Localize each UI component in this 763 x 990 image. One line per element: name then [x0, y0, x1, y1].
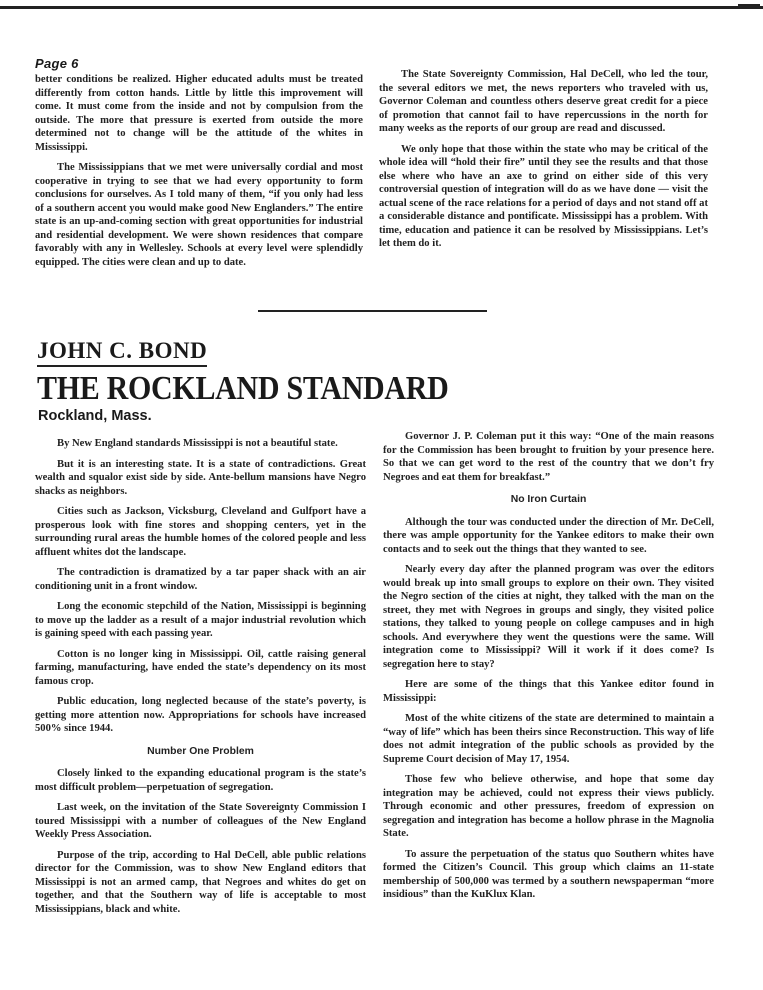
paragraph: But it is an interesting state. It is a state of contradictions. Great wealth and squalor exist side by side. Ante-bellum mansions have Negro shacks as neighbors. [35, 458, 366, 497]
paragraph: The Mississippians that we met were universally cordial and most cooperative in trying to see that we had every opportunity to form conclusions for ourselves. As I told many of them, “if you only had less of a southern accent you would make good New Englanders.” The entire state is an up-and-coming section with great opportunities for industrial and residential development. We were shown residences that compare favorably with any in Wellesley. Schools at every level were splendidly equipped. The cities were clean and up to date. [35, 162, 363, 268]
paragraph: To assure the perpetuation of the status quo Southern whites have formed the Citizen’s Council. This group which claims an 11-state membership of 500,000 was termed by a southern newspaperman “more insidious” than the KuKlux Klan. [383, 848, 714, 900]
paragraph: Cities such as Jackson, Vicksburg, Cleveland and Gulfport have a prosperous look with fine stores and shopping centers, yet in the surrounding rural areas the humble homes of the colored people and less affluent whites dot the landscape. [35, 506, 366, 558]
newspaper-title: THE ROCKLAND STANDARD [37, 370, 449, 407]
paragraph: Public education, long neglected because of the state’s poverty, is getting more attention now. Appropriations for schools have increased 500% since 1944. [35, 696, 366, 734]
paragraph: Long the economic stepchild of the Nation, Mississippi is beginning to move up the ladder as a result of a major industrial revolution which is gaining speed with each passing year. [35, 601, 366, 639]
paragraph: Although the tour was conducted under the direction of Mr. DeCell, there was ample opportunity for the Yankee editors to make their own contacts and to seek out the things that they wanted to see. [383, 516, 714, 555]
paragraph: Purpose of the trip, according to Hal DeCell, able public relations director for the Commission, was to show New England editors that Mississippi is not an armed camp, that Negroes and whites do get on together, and that the Southern way of life is acceptable to most Mississippians, black and white. [35, 849, 366, 915]
paragraph: By New England standards Mississippi is not a beautiful state. [57, 438, 338, 449]
bottom-left-column [35, 437, 366, 923]
paragraph: The contradiction is dramatized by a tar paper shack with an air conditioning unit in a front window. [35, 567, 366, 592]
paragraph: Cotton is no longer king in Mississippi. Oil, cattle raising general farming, manufacturing, have ended the state’s dependency on its most famous crop. [35, 648, 366, 687]
paragraph: Most of the white citizens of the state are determined to maintain a “way of life” which has been theirs since Reconstruction. This way of life does not admit integration of the public schools as provided by the Supreme Court decision of May 17, 1954. [383, 713, 714, 765]
top-right-column [379, 68, 708, 258]
paragraph: Last week, on the invitation of the State Sovereignty Commission I toured Mississippi with a number of colleagues of the New England Weekly Press Association. [35, 802, 366, 840]
top-left-column [35, 73, 363, 276]
section-divider [258, 310, 487, 312]
top-rule-end [738, 4, 760, 9]
paragraph: The State Sovereignty Commission, Hal DeCell, who led the tour, the several editors we met, the news reporters who traveled with us, Governor Coleman and countless others deserve great credit for a piece of promotion that cannot fail to have repercussions in the north for many weeks as the reports of our group are read and discussed. [379, 69, 708, 134]
paragraph: better conditions be realized. Higher educated adults must be treated differently from cotton hands. Little by little this improvement will come. It must come from the inside and not by compulsion from the outside. The more that pressure is exerted from outside the more determined not to change will be the attitude of the whites in Mississippi. [35, 74, 363, 153]
paragraph: Here are some of the things that this Yankee editor found in Mississippi: [383, 679, 714, 704]
paragraph: Governor J. P. Coleman put it this way: “One of the main reasons for the Commission has been brought to fruition by your presence here. So that we can get word to the rest of the country that we don’t fry Negroes and eat them for breakfast.” [383, 431, 714, 483]
subheading: Number One Problem [147, 745, 254, 757]
paragraph: Closely linked to the expanding educational program is the state’s most difficult problem—perpetuation of segregation. [35, 768, 366, 793]
top-rule [0, 6, 763, 9]
bottom-right-column [383, 430, 714, 909]
paragraph: Those few who believe otherwise, and hope that some day integration may be achieved, could not express their views publicly. Through economic and other pressures, freedom of expression on segregation and integration has become a hollow phrase in the Magnolia State. [383, 774, 714, 839]
dateline-place: Rockland, Mass. [38, 408, 152, 424]
paragraph: We only hope that those within the state who may be critical of the whole idea will “hold their fire” until they see the results and that those else where who have an axe to grind on either side of this very controversial question of integration will do as we have done — visit the actual scene of the race relations for a period of days and not stand off at a considerable distance and pontificate. Mississippi has a problem. With time, education and patience it can be resolved by Mississippians. Let’s let them do it. [379, 143, 708, 249]
author-name: JOHN C. BOND [37, 338, 207, 367]
page-number: Page 6 [35, 56, 79, 71]
paragraph: Nearly every day after the planned program was over the editors would break up into small groups to explore on their own. They visited the Negro section of the cities at night, they talked with the man on the street, they met with Negroes in groups and singly, they visited police stations, they talked to young people on college campuses and in high schools. And everywhere they went the questions were the same. Will integration come to Mississippi? Will it work if it does come? Is segregation here to stay? [383, 564, 714, 670]
subheading: No Iron Curtain [510, 494, 587, 505]
